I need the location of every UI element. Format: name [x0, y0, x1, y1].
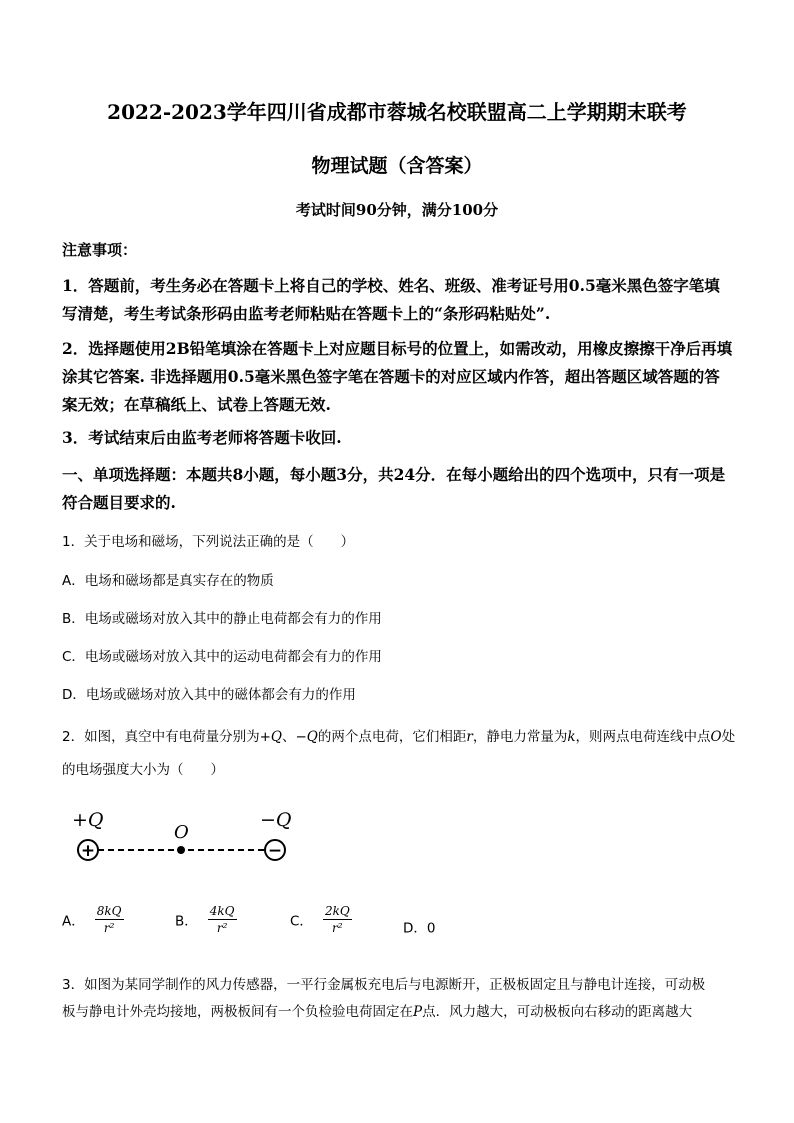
question-1-option-c: C．电场或磁场对放入其中的运动电荷都会有力的作用 — [62, 649, 382, 665]
notice-item-2: 2．选择题使用2B铅笔填涂在答题卡上对应题目标号的位置上，如需改动，用橡皮擦擦干净后再填涂其它答案. 非选择题用0.5毫米黑色签字笔在答题卡的对应区域内作答，超出答题区域答题的答案无效；在草稿纸上、试卷上答题无效. — [62, 339, 733, 414]
q2-symbol-q: Q — [306, 729, 318, 745]
figure-label-plus-q: +Q — [72, 809, 104, 831]
section-heading: 一、单项选择题：本题共8小题，每小题3分，共24分．在每小题给出的四个选项中，只有一项是符合题目要求的. — [62, 465, 726, 512]
notice-item-1: 1．答题前，考生务必在答题卡上将自己的学校、姓名、班级、准考证号用0.5毫米黑色签字笔填写清楚，考生考试条形码由监考老师粘贴在答题卡上的“条形码粘贴处”. — [62, 276, 720, 323]
fraction-numerator: 2kQ — [324, 904, 350, 918]
q2-symbol-r: r — [466, 729, 473, 745]
q2-text: 、− — [281, 729, 307, 745]
figure-label-o: O — [174, 822, 189, 843]
option-label: B． — [175, 913, 198, 930]
q2-symbol-o: O — [710, 729, 722, 745]
document-title: 2022-2023学年四川省成都市蓉城名校联盟高二上学期期末联考 — [107, 100, 687, 124]
question-1-stem: 1．关于电场和磁场，下列说法正确的是（ ） — [62, 534, 355, 550]
document-subtitle: 物理试题（含答案） — [311, 155, 483, 177]
q2-text: ，静电力常量为 — [472, 729, 568, 745]
option-label: D．0 — [403, 920, 436, 937]
question-2-option-c — [290, 904, 352, 935]
fraction-denominator: r² — [216, 921, 228, 935]
question-3-line-2 — [62, 1000, 692, 1020]
question-2-option-b — [175, 904, 237, 935]
question-2-option-d — [403, 916, 435, 937]
q2-text: ，则两点电荷连线中点 — [575, 729, 711, 745]
positive-sign: + — [80, 841, 96, 861]
midpoint-o-dot — [177, 846, 185, 854]
option-label: C． — [290, 913, 313, 930]
q2-text: 的两个点电荷，它们相距 — [317, 729, 467, 745]
negative-sign: − — [267, 841, 283, 861]
question-1-option-b: B．电场或磁场对放入其中的静止电荷都会有力的作用 — [62, 611, 382, 627]
option-label: A． — [62, 913, 85, 930]
notice-item-3: 3．考试结束后由监考老师将答题卡收回. — [62, 428, 342, 447]
exam-info: 考试时间90分钟，满分100分 — [295, 201, 499, 219]
fraction — [95, 904, 124, 935]
q3-symbol-p: P — [413, 1004, 423, 1020]
notice-heading: 注意事项： — [62, 241, 138, 259]
fraction-numerator: 4kQ — [209, 904, 235, 918]
q2-symbol-k: k — [567, 729, 576, 745]
fraction — [208, 904, 237, 935]
question-3-line-1: 3．如图为某同学制作的风力传感器，一平行金属板充电后与电源断开，正极板固定且与静电计连接，可动极 — [62, 977, 706, 993]
question-2-option-a — [62, 904, 124, 935]
q3-text: 点．风力越大，可动极板向右移动的距离越大 — [422, 1004, 693, 1020]
question-2-stem — [62, 721, 738, 787]
q2-symbol-q: Q — [270, 729, 282, 745]
question-1-option-a: A．电场和磁场都是真实存在的物质 — [62, 573, 274, 589]
figure-label-minus-q: −Q — [260, 809, 292, 831]
fraction-denominator: r² — [332, 921, 343, 935]
q2-text: 2．如图，真空中有电荷量分别为+ — [62, 729, 271, 745]
point-charges-figure — [62, 800, 302, 872]
q2-text: 处的电场强度大小为（ ） — [62, 729, 736, 778]
question-1-option-d: D．电场或磁场对放入其中的磁体都会有力的作用 — [62, 687, 356, 703]
fraction-numerator: 8kQ — [96, 904, 122, 918]
fraction — [323, 904, 352, 935]
fraction-denominator: r² — [103, 921, 115, 935]
q3-text: 板与静电计外壳均接地，两极板间有一个负检验电荷固定在 — [62, 1004, 413, 1020]
